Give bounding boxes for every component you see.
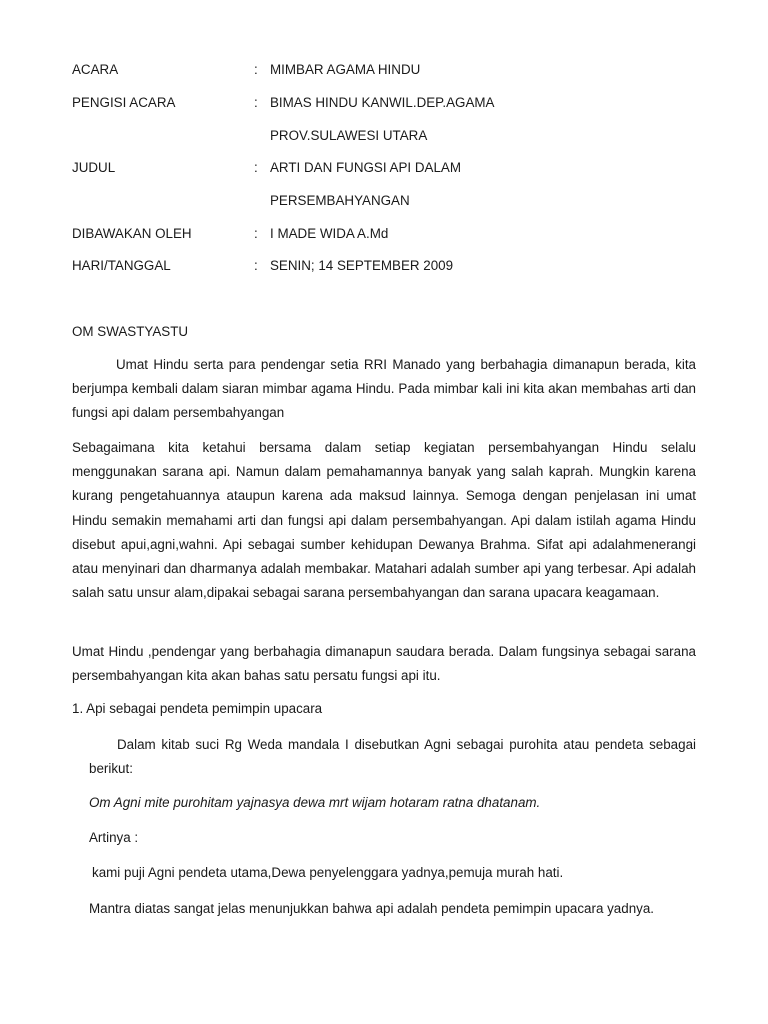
header-label-judul: JUDUL <box>72 160 116 175</box>
header-value-hari: SENIN; 14 SEPTEMBER 2009 <box>270 258 454 273</box>
greeting: OM SWASTYASTU <box>72 324 189 339</box>
header-colon: : <box>254 62 258 77</box>
header-value-judul-1: ARTI DAN FUNGSI API DALAM <box>270 160 461 175</box>
header-colon: : <box>254 226 258 241</box>
header-value-judul-2: PERSEMBAHYANGAN <box>270 193 410 208</box>
header-label-acara: ACARA <box>72 62 119 77</box>
header-colon: : <box>254 258 258 273</box>
paragraph-fungsi: Umat Hindu ,pendengar yang berbahagia dimanapun saudara berada. Dalam fungsinya sebagai sarana persembahyangan kita akan bahas satu persatu fungsi api itu. <box>72 644 696 684</box>
header-value-acara: MIMBAR AGAMA HINDU <box>270 62 421 77</box>
closing-sentence: Mantra diatas sangat jelas menunjukkan bahwa api adalah pendeta pemimpin upacara yadnya. <box>89 901 655 916</box>
header-value-dibawakan: I MADE WIDA A.Md <box>270 226 389 241</box>
header-label-hari: HARI/TANGGAL <box>72 258 171 273</box>
header-colon: : <box>254 95 258 110</box>
header-label-pengisi: PENGISI ACARA <box>72 95 176 110</box>
header-colon: : <box>254 160 258 175</box>
header-value-pengisi-1: BIMAS HINDU KANWIL.DEP.AGAMA <box>270 95 495 110</box>
header-value-pengisi-2: PROV.SULAWESI UTARA <box>270 128 428 143</box>
paragraph-rgweda-line2: berikut: <box>89 761 133 776</box>
paragraph-intro: Umat Hindu serta para pendengar setia RRI Manado yang berbahagia dimanapun berada, kita berjumpa kembali dalam siaran mimbar agama Hindu. Pada mimbar kali ini kita akan membahas arti dan fungsi api dalam persembahyangan <box>72 357 696 421</box>
section-heading-1: 1. Api sebagai pendeta pemimpin upacara <box>72 701 323 716</box>
artinya-label: Artinya : <box>89 830 139 845</box>
paragraph-api-overview: Sebagaimana kita ketahui bersama dalam setiap kegiatan persembahyangan Hindu selalu menggunakan sarana api. Namun dalam pemahamannya banyak yang salah kaprah. Mungkin karena kurang pengetahuannya ataupun karena ada maksud lainnya. Semoga dengan penjelasan ini umat Hindu semakin memahami arti dan fungsi api dalam persembahyangan. Api dalam istilah agama Hindu disebut apui,agni,wahni. Api sebagai sumber kehidupan Dewanya Brahma. Sifat api adalahmenerangi atau menyinari dan dharmanya adalah membakar. Matahari adalah sumber api yang terbesar. Api adalah salah satu unsur alam,dipakai sebagai sarana persembahyangan dan sarana upacara keagamaan. <box>72 440 696 601</box>
mantra-text: Om Agni mite purohitam yajnasya dewa mrt wijam hotaram ratna dhatanam. <box>89 795 541 810</box>
paragraph-rgweda-line1: Dalam kitab suci Rg Weda mandala I disebutkan Agni sebagai purohita atau pendeta sebagai <box>117 737 696 752</box>
mantra-translation: kami puji Agni pendeta utama,Dewa penyelenggara yadnya,pemuja murah hati. <box>92 865 564 880</box>
header-label-dibawakan: DIBAWAKAN OLEH <box>72 226 192 241</box>
